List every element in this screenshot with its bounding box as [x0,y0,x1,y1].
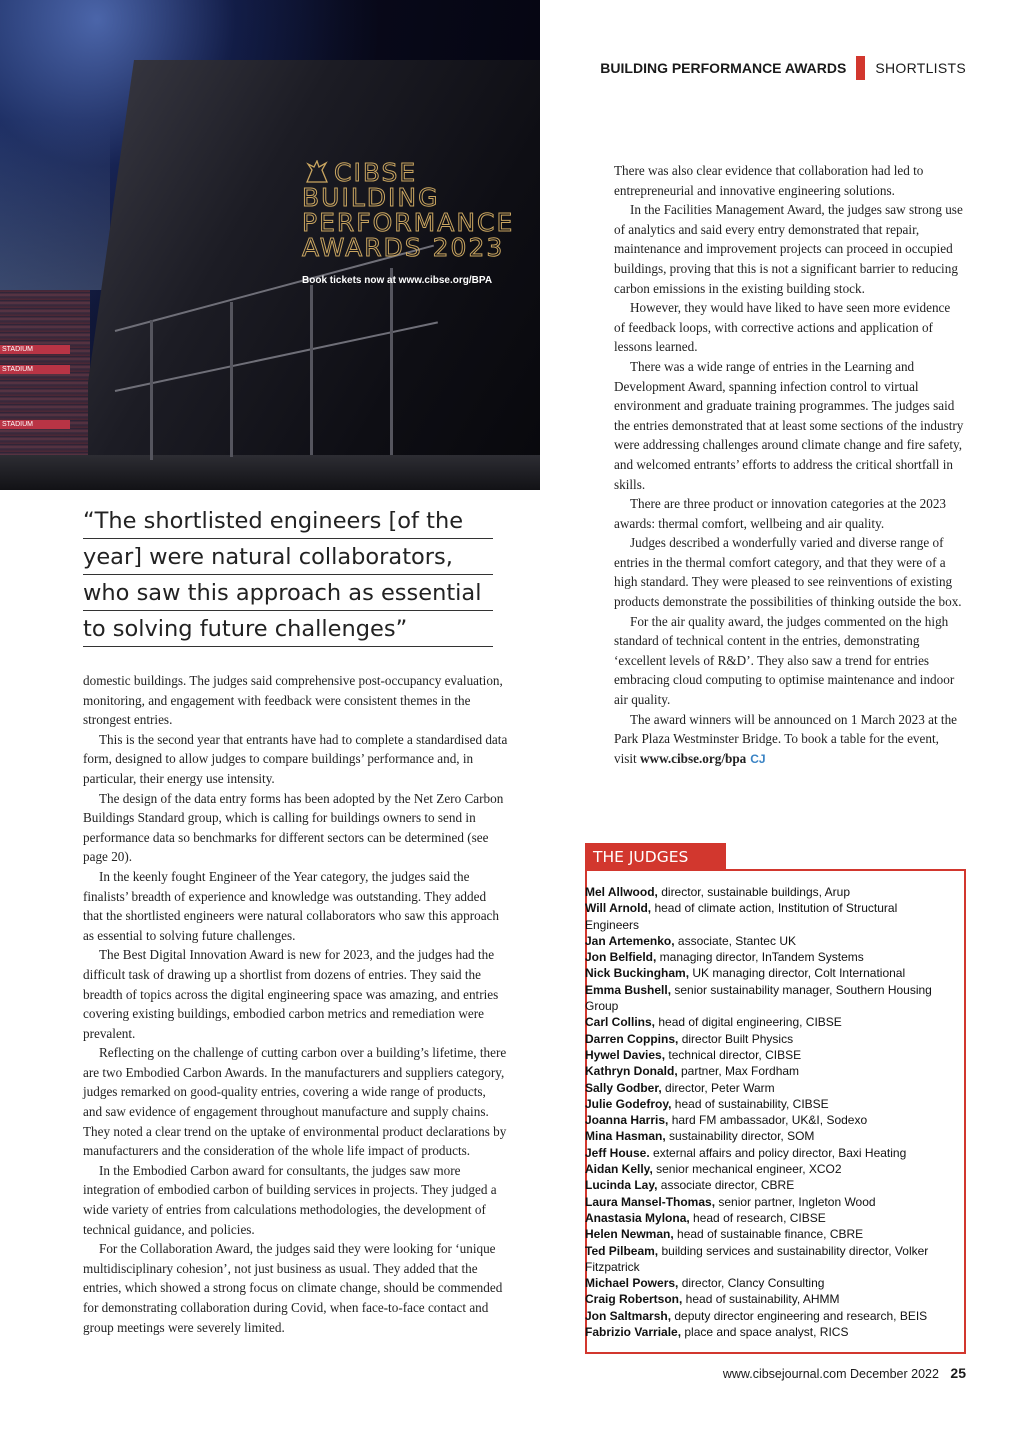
closing-text: The award winners will be announced on 1 March 2023 at the Park Plaza Westminster Bridge. To book a table for the event, visit [614,711,958,766]
judge-role: deputy director engineering and research, BEIS [671,1308,928,1323]
pull-quote-line: year] were natural collaborators, [83,539,493,575]
tickets-link[interactable]: Book tickets now at www.cibse.org/BPA [302,275,493,286]
judge-entry [585,965,945,981]
judge-role: managing director, InTandem Systems [656,950,864,965]
page-header [600,56,966,80]
judge-role: partner, Max Fordham [677,1064,800,1079]
judge-entry [585,900,945,933]
judge-role: director, Clancy Consulting [678,1276,825,1291]
judges-heading: THE JUDGES [585,843,726,871]
paragraph: However, they would have liked to have seen more evidence of feedback loops, with corrective actions and application of lessons learned. [614,300,951,355]
judge-entry [585,1210,945,1226]
judge-entry [585,1014,945,1030]
judge-name: Anastasia Mylona, [585,1210,690,1225]
hero-image [0,0,540,490]
judge-name: Sally Godber, [585,1080,662,1095]
judge-entry [585,933,945,949]
judge-role: head of sustainable finance, CBRE [673,1227,864,1242]
judge-role: associate, Stantec UK [674,933,796,948]
judge-entry [585,949,945,965]
judge-role: senior partner, Ingleton Wood [715,1194,876,1209]
judge-role: director Built Physics [678,1031,794,1046]
paragraph: There was also clear evidence that collaboration had led to entrepreneurial and innovative engineering solutions. [614,163,924,198]
judge-entry [585,1177,945,1193]
paragraph: Reflecting on the challenge of cutting carbon over a building’s lifetime, there are two Embodied Carbon Awards. In the manufacturers and suppliers category, judges remarked on good-quality entries, covering a wide range of products, and saw evidence of engagement throughout manufacture and supply chains. They noted a clear trend on the uptake of environmental product declarations by manufacturers and the consideration of the whole life impact of products. [83,1045,507,1159]
rail-post [230,302,233,457]
section-title: BUILDING PERFORMANCE AWARDS [600,60,847,76]
stadium-glow [0,120,110,290]
judge-role: hard FM ambassador, UK&I, Sodexo [668,1113,868,1128]
paragraph: This is the second year that entrants have had to complete a standardised data form, designed to allow judges to compare buildings’ performance and, in particular, their energy use intensity. [83,731,508,786]
judge-name: Aidan Kelly, [585,1162,653,1177]
subsection-title: SHORTLISTS [875,60,966,76]
paragraph: For the Collaboration Award, the judges said they were looking for ‘unique multidisciplinary cohesion’, not just business as usual. They added that the entries, which showed a strong focus on climate change, should be commended for demonstrating collaboration during Covid, when face-to-face contact and group meetings were severely limited. [83,1241,503,1335]
judge-entry [585,1128,945,1144]
judge-name: Lucinda Lay, [585,1178,658,1193]
judge-name: Nick Buckingham, [585,966,690,981]
paragraph: Judges described a wonderfully varied and diverse range of entries in the thermal comfort category, and that they were of a high standard. They were pleased to see reinventions of existing products demonstrate the possibilities of thinking outside the box. [614,535,962,610]
judge-role: head of research, CIBSE [689,1210,826,1225]
paragraph: domestic buildings. The judges said comprehensive post-occupancy evaluation, monitoring, and engagement with feedback were consistent themes in the strongest entries. [83,673,503,728]
judge-name: Joanna Harris, [585,1113,669,1128]
judge-entry [585,1096,945,1112]
judge-name: Will Arnold, [585,901,652,916]
rail-post [150,320,153,460]
judge-name: Fabrizio Varriale, [585,1325,682,1340]
judge-role: director, Peter Warm [661,1080,775,1095]
header-divider [856,56,865,80]
left-column-text [83,671,508,1337]
judge-name: Michael Powers, [585,1276,679,1291]
judge-entry [585,1080,945,1096]
judge-role: senior mechanical engineer, XCO2 [652,1162,842,1177]
judge-role: senior sustainability manager, Southern Housing Group [585,982,932,1014]
pull-quote-line: “The shortlisted engineers [of the [83,503,493,539]
judge-role: associate director, CBRE [657,1178,795,1193]
judge-entry [585,1308,945,1324]
footer-site: www.cibsejournal.com [722,1367,847,1381]
judge-role: head of digital engineering, CIBSE [655,1015,842,1030]
judge-role: building services and sustainability director, Volker Fitzpatrick [585,1243,929,1274]
logo-line: CIBSE [334,158,418,187]
rail-post [390,268,393,455]
judge-entry [585,1226,945,1242]
judge-name: Helen Newman, [585,1227,674,1242]
judge-name: Jan Artemenko, [585,933,675,948]
judge-entry [585,1194,945,1210]
stadium-stands [0,290,90,460]
logo-line: AWARDS 2023 [302,233,505,262]
judge-role: technical director, CIBSE [665,1047,802,1062]
pull-quote [83,503,493,647]
paragraph: In the Facilities Management Award, the judges saw strong use of analytics and said every entry demonstrated that repair, maintenance and improvement projects can proceed in occupied buildings, proving that this is not a significant barrier to reducing carbon emissions in the existing building stock. [614,202,963,296]
judge-name: Darren Coppins, [585,1031,679,1046]
judge-entry [585,1112,945,1128]
logo-line: BUILDING [302,183,440,212]
judge-role: sustainability director, SOM [665,1129,815,1144]
judges-list [585,884,945,1340]
judge-entry [585,1275,945,1291]
judge-name: Mel Allwood, [585,885,658,899]
page-footer [723,1365,966,1381]
judge-name: Emma Bushell, [585,982,672,997]
judge-name: Jeff House. [585,1145,650,1160]
judge-name: Hywel Davies, [585,1047,666,1062]
judge-entry [585,1145,945,1161]
judge-entry [585,1243,945,1276]
pull-quote-line: to solving future challenges” [83,611,493,647]
judge-entry [585,982,945,1015]
paragraph: For the air quality award, the judges commented on the high standard of technical content in the entries, demonstrating ‘excellent levels of R&D’. They also saw a trend for entries embracing cloud computing to optimise maintenance and indoor air quality. [614,613,955,708]
judge-entry [585,1324,945,1340]
judge-name: Mina Hasman, [585,1129,666,1144]
judge-role: director, sustainable buildings, Arup [657,885,851,899]
rail-post [310,285,313,455]
cibse-phoenix-icon [304,160,330,184]
judge-name: Jon Saltmarsh, [585,1308,672,1323]
judge-entry [585,1291,945,1307]
judge-entry [585,1047,945,1063]
bpa-link[interactable]: www.cibse.org/bpa [640,750,747,766]
stadium-banner: STADIUM [0,345,70,354]
stadium-banner: STADIUM [0,365,70,374]
logo-line: PERFORMANCE [302,208,515,237]
judge-role: head of climate action, Institution of Structural Engineers [585,901,898,932]
floor [0,455,540,490]
judge-name: Julie Godefroy, [585,1096,672,1111]
paragraph: In the keenly fought Engineer of the Year category, the judges said the finalists’ breadth of experience and knowledge was outstanding. They added that the shortlisted engineers were natural collaborators who saw this approach as essential to solving future challenges. [83,868,500,943]
closing-paragraph [614,710,964,770]
paragraph: The design of the data entry forms has been adopted by the Net Zero Carbon Buildings Standard group, which is calling for buildings owners to send in performance data so benchmarks for different sectors can be determined (see page 20). [83,790,504,865]
judge-name: Laura Mansel-Thomas, [585,1194,716,1209]
judge-entry [585,1063,945,1079]
pull-quote-line: who saw this approach as essential [83,575,493,611]
page-number: 25 [950,1365,966,1381]
paragraph: There are three product or innovation categories at the 2023 awards: thermal comfort, wellbeing and air quality. [614,496,947,531]
judge-role: head of sustainability, CIBSE [671,1096,829,1111]
judge-role: external affairs and policy director, Baxi Heating [649,1145,907,1160]
footer-issue: December 2022 [849,1367,939,1381]
judge-entry [585,1161,945,1177]
judge-name: Carl Collins, [585,1015,656,1030]
cibse-awards-logo [302,160,538,260]
cj-end-mark: CJ [750,751,766,766]
judge-role: head of sustainability, AHMM [682,1292,840,1307]
right-column-text [614,161,964,769]
judge-entry [585,1031,945,1047]
judge-name: Craig Robertson, [585,1292,683,1307]
paragraph: In the Embodied Carbon award for consultants, the judges saw more integration of embodied carbon of building services in projects. They judged a wide variety of entries from calculations methodologies, the development of technical guidance, and policies. [83,1162,497,1237]
judge-name: Kathryn Donald, [585,1064,678,1079]
paragraph: The Best Digital Innovation Award is new for 2023, and the judges had the difficult task of drawing up a shortlist from dozens of entries. They said the breadth of topics across the digital engineering space was amazing, and entries covering existing buildings, embodied carbon metrics and remediation were prevalent. [83,947,499,1041]
judge-entry [585,884,945,900]
judge-role: UK managing director, Colt International [689,966,906,981]
judge-name: Ted Pilbeam, [585,1243,659,1258]
judge-name: Jon Belfield, [585,950,657,965]
judge-role: place and space analyst, RICS [681,1325,849,1340]
paragraph: There was a wide range of entries in the Learning and Development Award, spanning infection control to virtual environment and graduate training programmes. The judges said the entries demonstrated that at least some sections of the industry were addressing challenges around climate change and fire safety, and welcomed entrants’ efforts to address the critical shortfall in skills. [614,358,964,492]
stadium-banner: STADIUM [0,420,70,429]
